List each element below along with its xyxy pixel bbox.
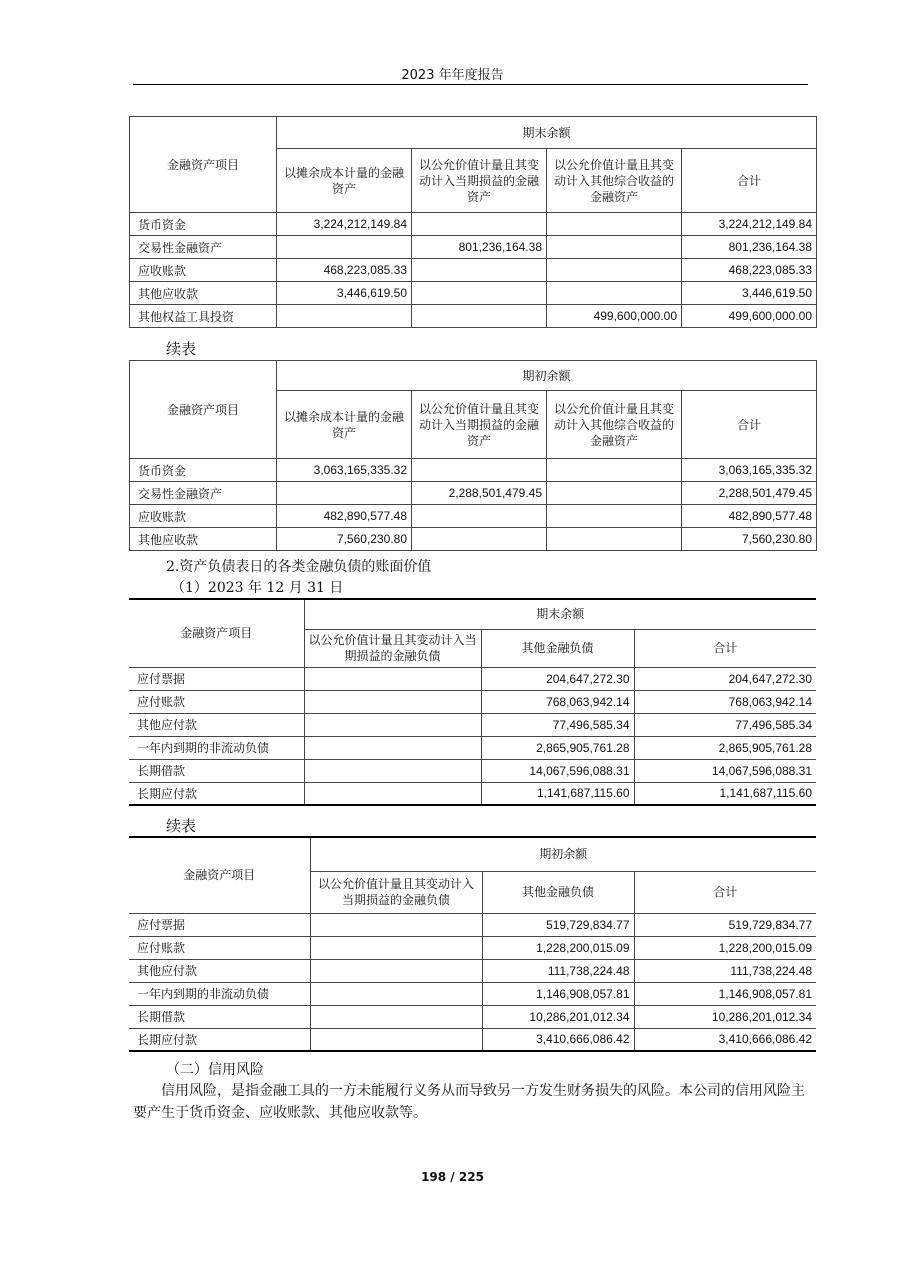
table-row: [129, 959, 816, 982]
cell-fvtpl: [412, 305, 547, 328]
cell-amortized-cost: 3,224,212,149.84: [277, 213, 412, 236]
cell-fvoci: [547, 259, 682, 282]
header-total: 合计: [682, 149, 817, 213]
row-item: 应付账款: [129, 690, 304, 713]
header-divider: [133, 84, 808, 85]
table-row: [129, 913, 816, 936]
cell-amortized-cost: 482,890,577.48: [277, 505, 412, 528]
cell-fvtpl-liability: [310, 913, 482, 936]
table-row: [130, 505, 817, 528]
cell-fvoci: [547, 528, 682, 551]
cell-fvoci: [547, 482, 682, 505]
row-item: 应付账款: [129, 936, 310, 959]
cell-fvtpl-liability: [304, 782, 481, 805]
table-row: [129, 1028, 816, 1051]
continued-label: 续表: [166, 340, 197, 358]
row-item: 其他应付款: [129, 713, 304, 736]
cell-other-liability: 1,146,908,057.81: [482, 982, 634, 1005]
table-row: [130, 459, 817, 482]
cell-fvtpl-liability: [304, 667, 481, 690]
table-row: [129, 782, 816, 805]
cell-other-liability: 77,496,585.34: [481, 713, 634, 736]
row-item: 应收账款: [130, 259, 277, 282]
row-item: 其他应付款: [129, 959, 310, 982]
cell-total: 801,236,164.38: [682, 236, 817, 259]
row-item: 长期借款: [129, 759, 304, 782]
cell-fvoci: 499,600,000.00: [547, 305, 682, 328]
header-fvtpl: 以公允价值计量且其变动计入当期损益的金融资产: [412, 149, 547, 213]
cell-fvtpl-liability: [310, 959, 482, 982]
header-fvtpl-liability: 以公允价值计量且其变动计入当期损益的金融负债: [310, 871, 482, 913]
cell-other-liability: 3,410,666,086.42: [482, 1028, 634, 1051]
header-group: 期初余额: [310, 837, 816, 871]
cell-fvtpl-liability: [310, 1005, 482, 1028]
cell-amortized-cost: [277, 236, 412, 259]
cell-fvtpl-liability: [310, 1028, 482, 1051]
header-fvoci: 以公允价值计量且其变动计入其他综合收益的金融资产: [547, 149, 682, 213]
cell-amortized-cost: 3,063,165,335.32: [277, 459, 412, 482]
cell-total: 10,286,201,012.34: [634, 1005, 816, 1028]
cell-fvoci: [547, 236, 682, 259]
cell-amortized-cost: [277, 482, 412, 505]
cell-total: 1,141,687,115.60: [634, 782, 816, 805]
cell-fvtpl: 2,288,501,479.45: [412, 482, 547, 505]
cell-fvtpl: [412, 213, 547, 236]
row-item: 其他权益工具投资: [130, 305, 277, 328]
row-item: 一年内到期的非流动负债: [129, 736, 304, 759]
table-row: [129, 736, 816, 759]
cell-fvtpl: [412, 459, 547, 482]
header-group: 期末余额: [304, 599, 816, 629]
cell-fvtpl-liability: [310, 982, 482, 1005]
table-row: [130, 236, 817, 259]
row-item: 长期应付款: [129, 1028, 310, 1051]
header-item: 金融资产项目: [129, 599, 304, 667]
financial-assets-opening-table: [129, 360, 817, 551]
row-item: 货币资金: [130, 459, 277, 482]
table-row: [130, 482, 817, 505]
cell-other-liability: 204,647,272.30: [481, 667, 634, 690]
cell-other-liability: 1,228,200,015.09: [482, 936, 634, 959]
table-row: [129, 713, 816, 736]
cell-other-liability: 519,729,834.77: [482, 913, 634, 936]
header-fvtpl: 以公允价值计量且其变动计入当期损益的金融资产: [412, 391, 547, 459]
header-amortized-cost: 以摊余成本计量的金融资产: [277, 149, 412, 213]
header-item: 金融资产项目: [130, 361, 277, 459]
cell-other-liability: 768,063,942.14: [481, 690, 634, 713]
cell-fvtpl: [412, 528, 547, 551]
cell-total: 2,288,501,479.45: [682, 482, 817, 505]
financial-liabilities-closing-table: [129, 598, 816, 806]
row-item: 交易性金融资产: [130, 482, 277, 505]
cell-total: 1,146,908,057.81: [634, 982, 816, 1005]
table-row: [130, 305, 817, 328]
header-fvtpl-liability: 以公允价值计量且其变动计入当期损益的金融负债: [304, 629, 481, 667]
cell-total: 1,228,200,015.09: [634, 936, 816, 959]
cell-total: 2,865,905,761.28: [634, 736, 816, 759]
cell-amortized-cost: 7,560,230.80: [277, 528, 412, 551]
page-number: 198 / 225: [421, 1170, 484, 1184]
row-item: 应收账款: [130, 505, 277, 528]
cell-total: 204,647,272.30: [634, 667, 816, 690]
section-title: 2.资产负债表日的各类金融负债的账面价值: [166, 559, 432, 575]
section-subtitle: （1）2023 年 12 月 31 日: [171, 580, 344, 596]
row-item: 一年内到期的非流动负债: [129, 982, 310, 1005]
table-row: [129, 982, 816, 1005]
cell-fvtpl: [412, 505, 547, 528]
header-other-liability: 其他金融负债: [481, 629, 634, 667]
header-fvoci: 以公允价值计量且其变动计入其他综合收益的金融资产: [547, 391, 682, 459]
cell-amortized-cost: [277, 305, 412, 328]
cell-total: 468,223,085.33: [682, 259, 817, 282]
cell-total: 14,067,596,088.31: [634, 759, 816, 782]
header-total: 合计: [634, 871, 816, 913]
cell-total: 3,410,666,086.42: [634, 1028, 816, 1051]
cell-total: 77,496,585.34: [634, 713, 816, 736]
cell-total: 499,600,000.00: [682, 305, 817, 328]
header-total: 合计: [634, 629, 816, 667]
page-header-title: 2023 年年度报告: [401, 68, 504, 83]
cell-total: 768,063,942.14: [634, 690, 816, 713]
cell-other-liability: 1,141,687,115.60: [481, 782, 634, 805]
financial-assets-closing-table: [129, 116, 817, 328]
cell-other-liability: 10,286,201,012.34: [482, 1005, 634, 1028]
cell-fvoci: [547, 505, 682, 528]
cell-amortized-cost: 468,223,085.33: [277, 259, 412, 282]
cell-fvtpl: [412, 259, 547, 282]
cell-other-liability: 111,738,224.48: [482, 959, 634, 982]
table-row: [129, 690, 816, 713]
header-item: 金融资产项目: [130, 117, 277, 213]
cell-other-liability: 14,067,596,088.31: [481, 759, 634, 782]
table-row: [129, 759, 816, 782]
header-group: 期初余额: [277, 361, 817, 391]
credit-risk-heading: （二）信用风险: [166, 1062, 264, 1078]
table-row: [130, 528, 817, 551]
header-group: 期末余额: [277, 117, 817, 149]
row-item: 应付票据: [129, 667, 304, 690]
credit-risk-paragraph: 信用风险，是指金融工具的一方未能履行义务从而导致另一方发生财务损失的风险。本公司的信用风险主要产生于货币资金、应收账款、其他应收款等。: [133, 1083, 805, 1121]
table-row: [130, 213, 817, 236]
cell-fvtpl: [412, 282, 547, 305]
row-item: 交易性金融资产: [130, 236, 277, 259]
table-row: [129, 1005, 816, 1028]
cell-total: 3,224,212,149.84: [682, 213, 817, 236]
header-other-liability: 其他金融负债: [482, 871, 634, 913]
cell-total: 3,446,619.50: [682, 282, 817, 305]
cell-fvoci: [547, 282, 682, 305]
cell-total: 519,729,834.77: [634, 913, 816, 936]
continued-label: 续表: [166, 817, 197, 835]
table-row: [130, 282, 817, 305]
row-item: 其他应收款: [130, 528, 277, 551]
row-item: 长期应付款: [129, 782, 304, 805]
cell-fvtpl-liability: [304, 690, 481, 713]
row-item: 长期借款: [129, 1005, 310, 1028]
table-row: [129, 667, 816, 690]
row-item: 应付票据: [129, 913, 310, 936]
cell-fvtpl-liability: [304, 736, 481, 759]
financial-liabilities-opening-table: [129, 836, 816, 1052]
table-row: [130, 259, 817, 282]
row-item: 货币资金: [130, 213, 277, 236]
cell-fvoci: [547, 213, 682, 236]
cell-amortized-cost: 3,446,619.50: [277, 282, 412, 305]
cell-total: 3,063,165,335.32: [682, 459, 817, 482]
cell-fvtpl-liability: [310, 936, 482, 959]
cell-fvtpl: 801,236,164.38: [412, 236, 547, 259]
cell-total: 7,560,230.80: [682, 528, 817, 551]
table-row: [129, 936, 816, 959]
header-amortized-cost: 以摊余成本计量的金融资产: [277, 391, 412, 459]
cell-other-liability: 2,865,905,761.28: [481, 736, 634, 759]
row-item: 其他应收款: [130, 282, 277, 305]
header-total: 合计: [682, 391, 817, 459]
cell-fvoci: [547, 459, 682, 482]
cell-total: 111,738,224.48: [634, 959, 816, 982]
cell-fvtpl-liability: [304, 759, 481, 782]
cell-fvtpl-liability: [304, 713, 481, 736]
cell-total: 482,890,577.48: [682, 505, 817, 528]
header-item: 金融资产项目: [129, 837, 310, 913]
